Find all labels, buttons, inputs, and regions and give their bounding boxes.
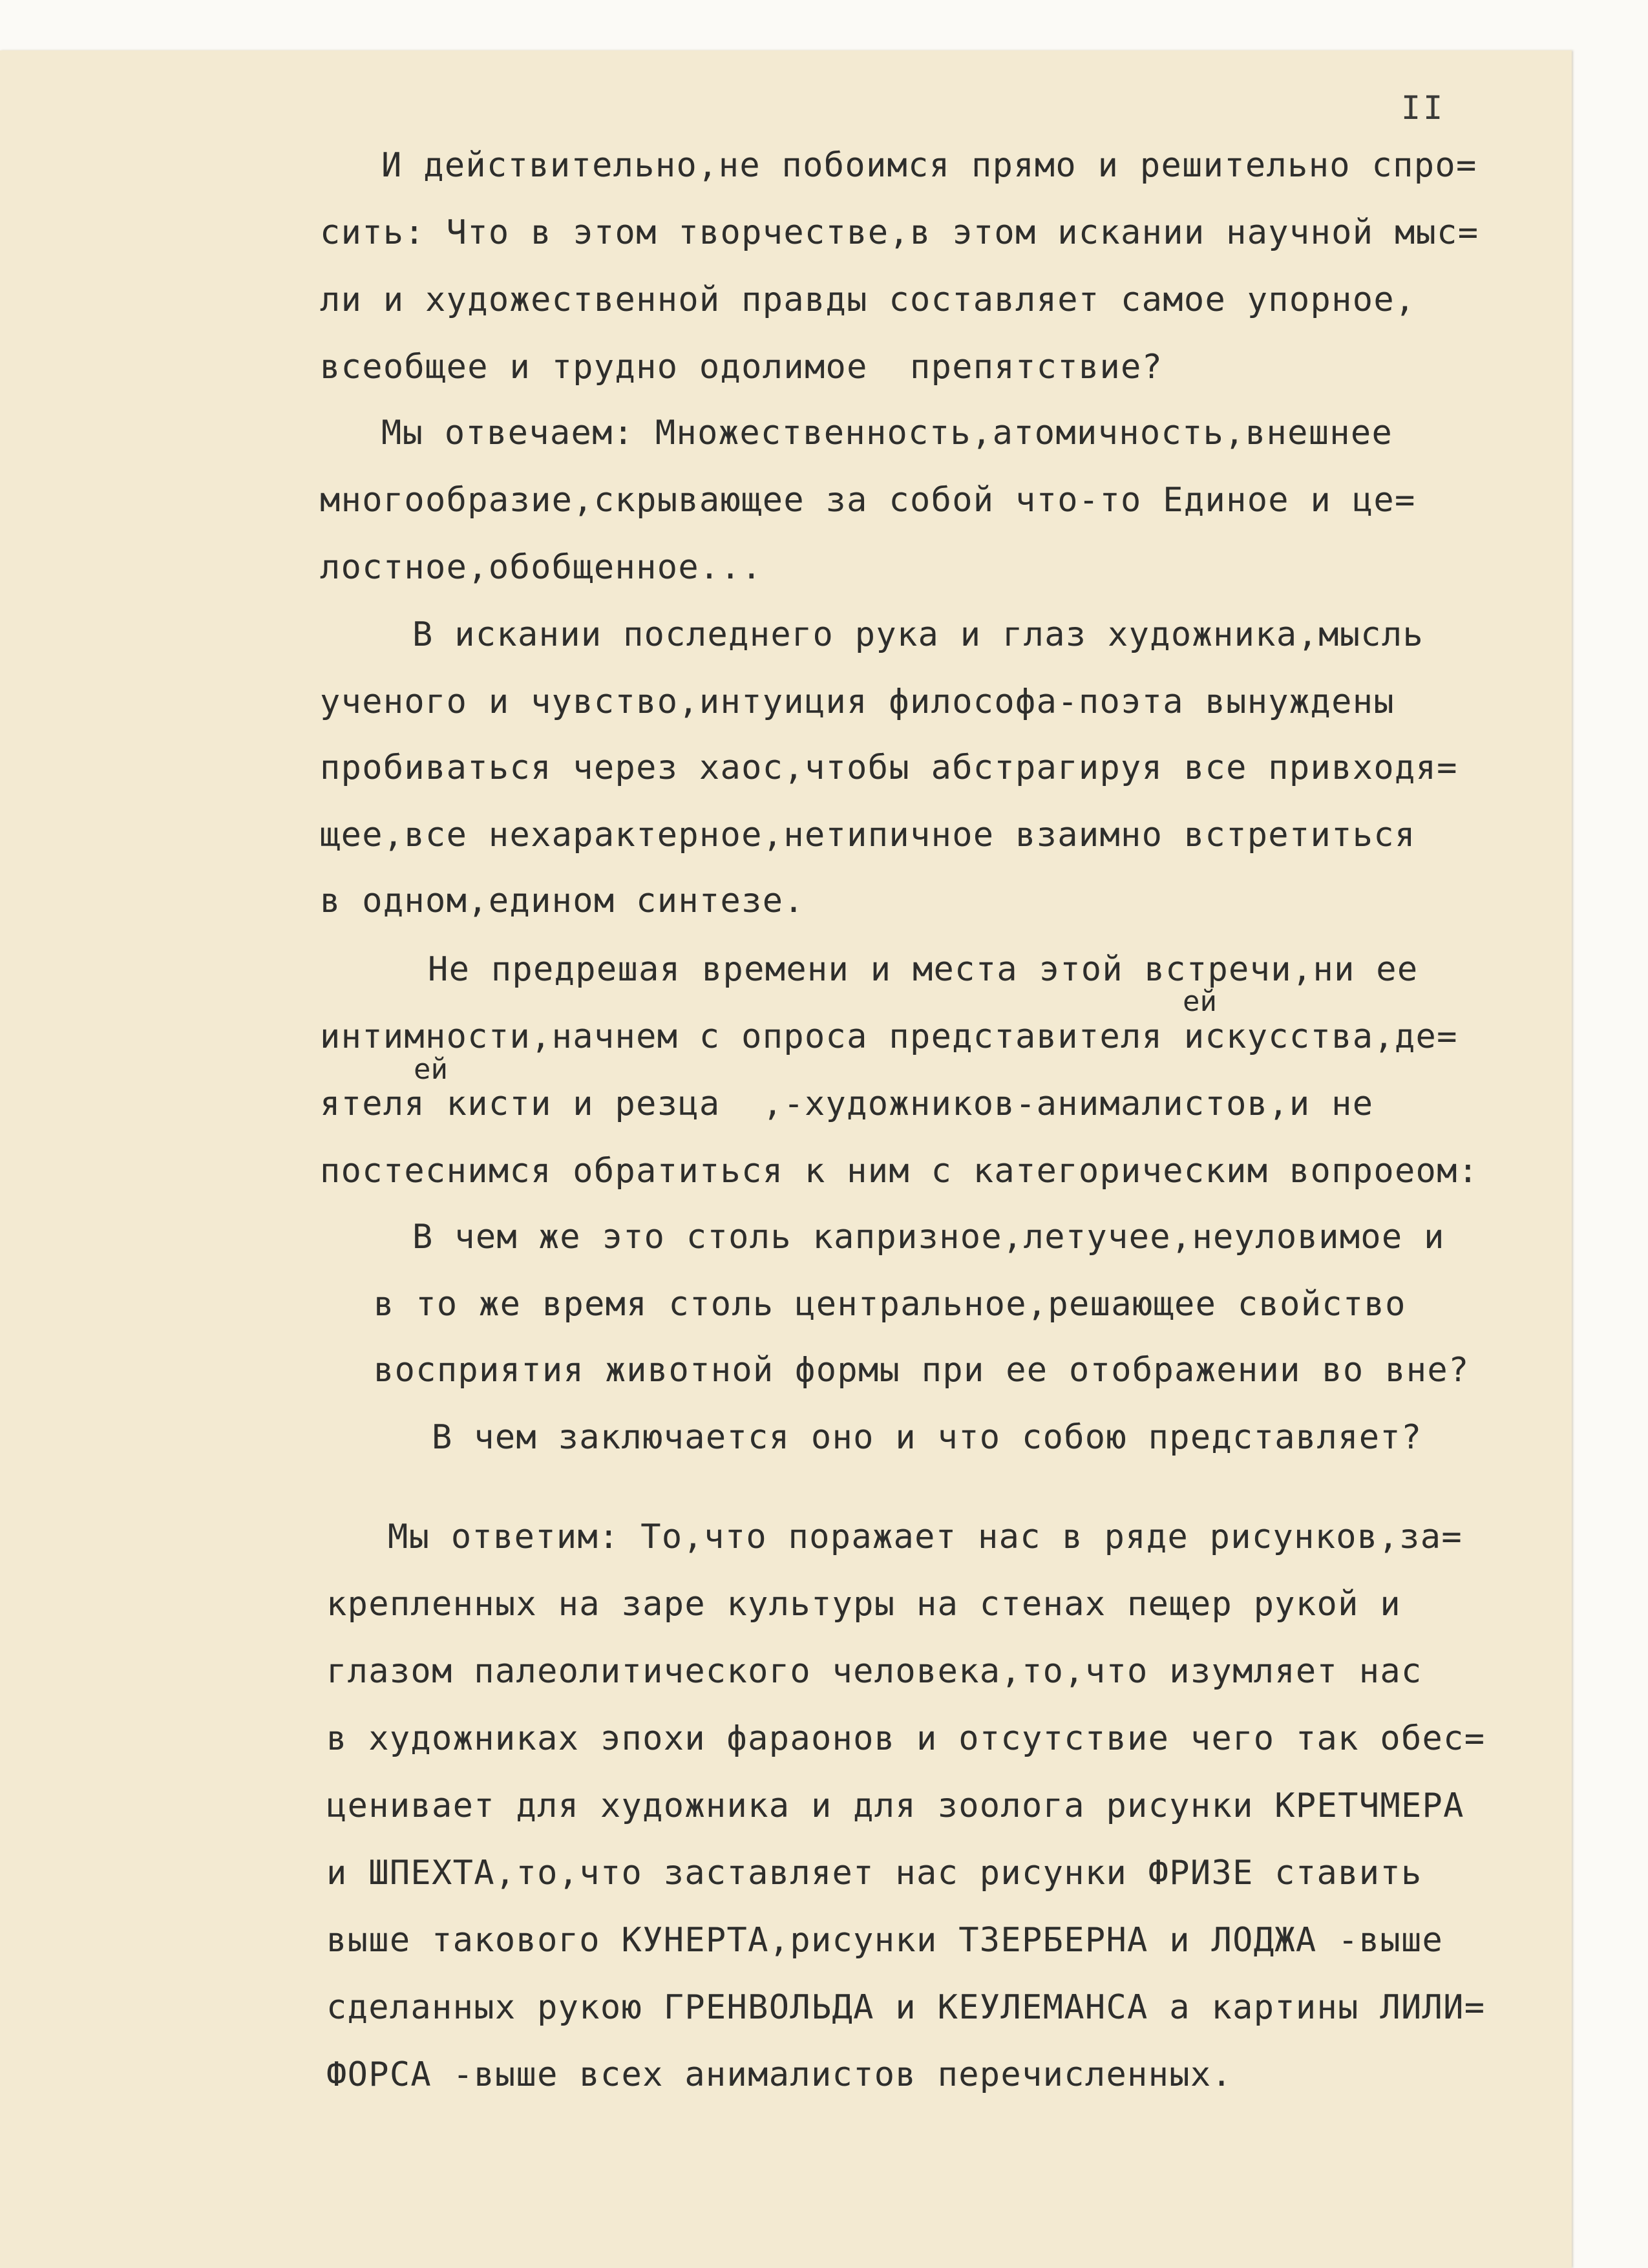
text-line-19: восприятия животной формы при ее отображении во вне?: [374, 1351, 1470, 1390]
text-line-22: крепленных на заре культуры на стенах пещер рукой и: [326, 1585, 1401, 1624]
text-line-11: щее,все нехарактерное,нетипичное взаимно встретиться: [320, 816, 1416, 854]
text-line-24: в художниках эпохи фараонов и отсутствие чего так обес=: [326, 1719, 1486, 1758]
text-line-29: ФОРСА -выше всех анималистов перечисленных.: [326, 2055, 1233, 2094]
text-line-25: ценивает для художника и для зоолога рисунки КРЕТЧМЕРА: [326, 1786, 1464, 1825]
text-line-26: и ШПЕХТА,то,что заставляет нас рисунки ФРИЗЕ ставить: [326, 1854, 1422, 1892]
text-line-9: ученого и чувство,интуиция философа-поэта вынуждены: [320, 683, 1395, 721]
interlinear-insertion-2: ей: [414, 1053, 448, 1086]
scan-background-top: [0, 0, 1648, 52]
text-line-7: лостное,обобщенное...: [320, 548, 763, 587]
page-number: II: [1401, 89, 1446, 127]
text-line-1: И действительно,не побоимся прямо и решительно спро=: [381, 146, 1477, 185]
text-line-13: Не предрешая времени и места этой встречи,ни ее: [428, 950, 1419, 989]
text-line-18: в то же время столь центральное,решающее свойство: [374, 1285, 1406, 1324]
text-line-6: многообразие,скрывающее за собой что-то Единое и це=: [320, 481, 1416, 520]
text-line-2: сить: Что в этом творчестве,в этом искании научной мыс=: [320, 213, 1479, 252]
text-line-10: пробиваться через хаос,чтобы абстрагируя все привходя=: [320, 748, 1458, 787]
scan-background-right: [1570, 0, 1648, 2268]
text-line-8: В искании последнего рука и глаз художника,мысль: [412, 615, 1424, 654]
text-line-4: всеобщее и трудно одолимое препятствие?: [320, 348, 1163, 387]
text-line-23: глазом палеолитического человека,то,что изумляет нас: [326, 1652, 1422, 1691]
text-line-14: интимности,начнем с опроса представителя искусства,де=: [320, 1017, 1458, 1056]
text-line-15: ятеля кисти и резца ,-художников-анималистов,и не: [320, 1085, 1374, 1123]
text-line-21: Мы ответим: То,что поражает нас в ряде рисунков,за=: [388, 1518, 1463, 1556]
text-line-20: В чем заключается оно и что собою представляет?: [432, 1418, 1422, 1457]
text-line-5: Мы отвечаем: Множественность,атомичность,внешнее: [381, 414, 1393, 452]
text-line-27: выше такового КУНЕРТА,рисунки ТЗЕРБЕРНА и ЛОДЖА -выше: [326, 1921, 1444, 1960]
typewritten-page: [0, 50, 1572, 2268]
text-line-16: постеснимся обратиться к ним с категорическим вопроеом:: [320, 1152, 1479, 1191]
text-line-12: в одном,едином синтезе.: [320, 882, 805, 920]
text-line-28: сделанных рукою ГРЕНВОЛЬДА и КЕУЛЕМАНСА а картины ЛИЛИ=: [326, 1988, 1486, 2027]
text-line-17: В чем же это столь капризное,летучее,неуловимое и: [412, 1218, 1445, 1256]
interlinear-insertion-1: ей: [1183, 985, 1217, 1018]
text-line-3: ли и художественной правды составляет самое упорное,: [320, 281, 1416, 319]
